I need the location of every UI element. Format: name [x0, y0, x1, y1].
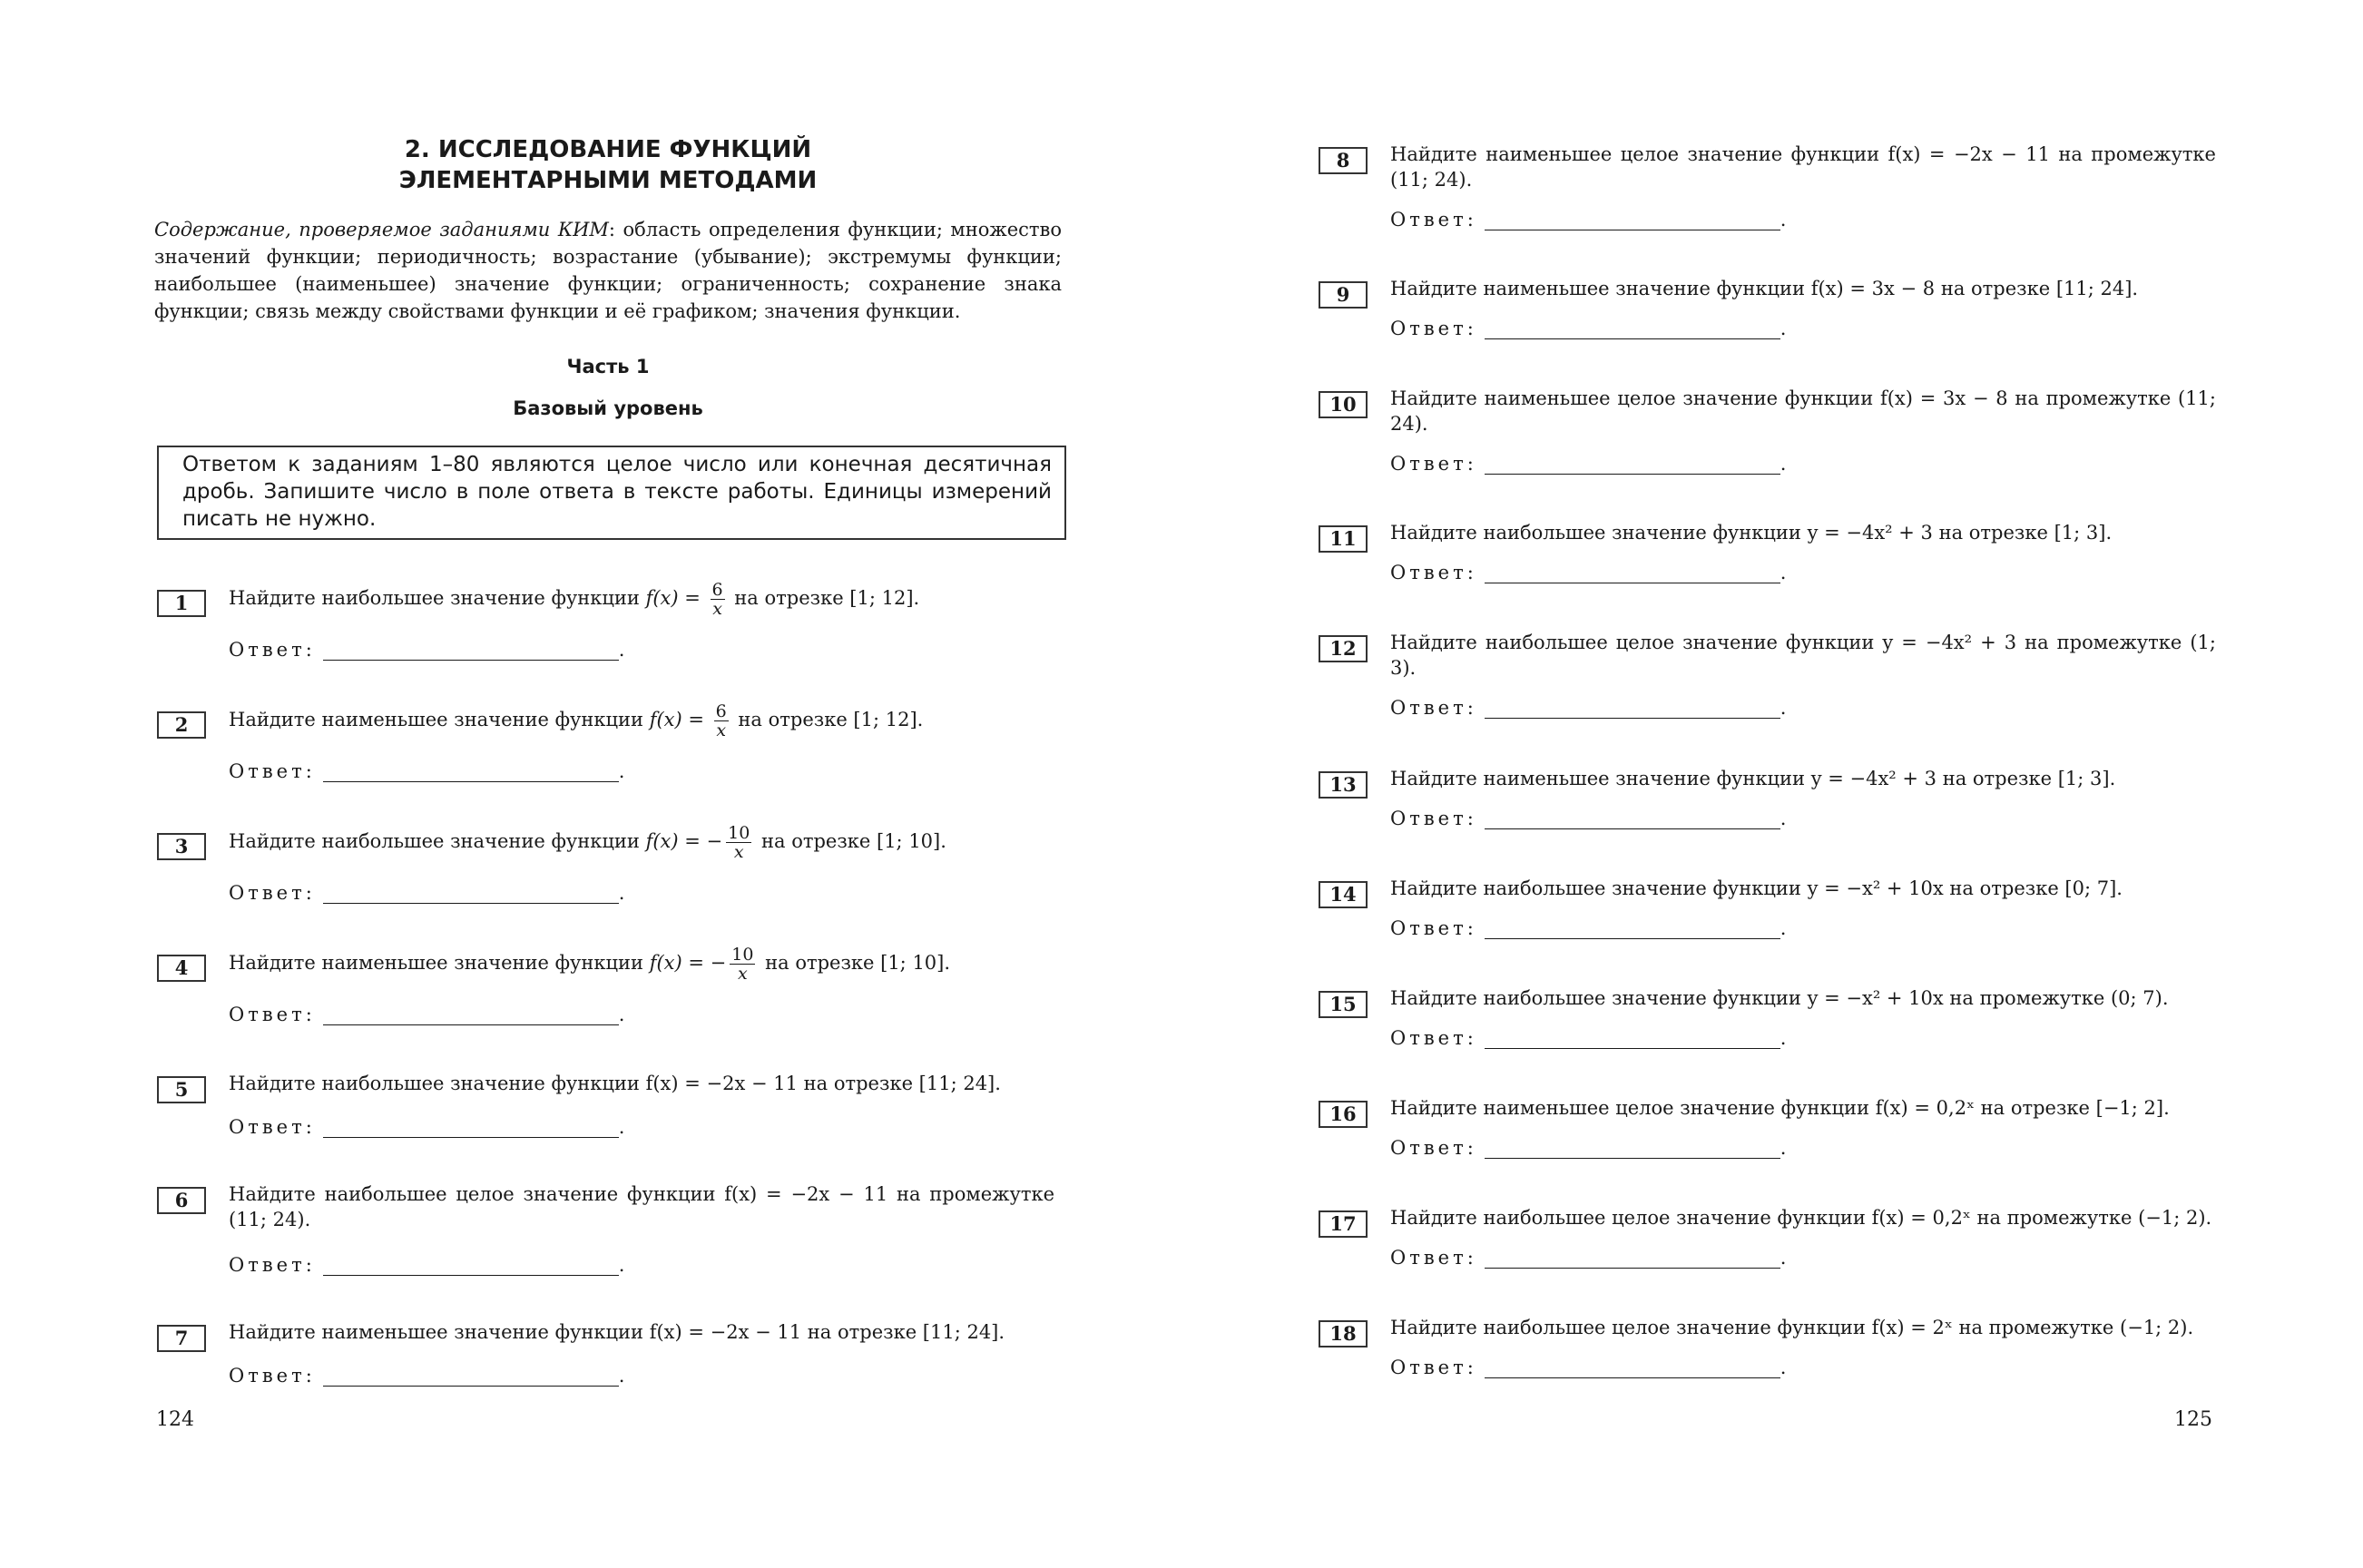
intro-paragraph	[154, 216, 1062, 325]
answer-row	[1390, 1247, 1935, 1269]
answer-dot: .	[618, 1116, 625, 1138]
function-notation: f(x) =	[649, 709, 711, 730]
task-text: Найдите наименьшее целое значение функции f(x) = −2x − 11 на промежутке (11; 24).	[1390, 143, 2216, 191]
answer-row	[229, 639, 773, 661]
answer-label: Ответ:	[1390, 1247, 1477, 1269]
task-text	[229, 946, 1054, 983]
fraction	[730, 946, 755, 983]
answer-label: Ответ:	[1390, 209, 1477, 230]
answer-label: Ответ:	[229, 1116, 316, 1138]
part-title: Часть 1	[566, 356, 650, 377]
answer-dot: .	[1780, 697, 1787, 719]
task-text	[229, 702, 1054, 740]
task-number: 7	[157, 1325, 206, 1352]
answer-label: Ответ:	[229, 1254, 316, 1276]
task-text-before: Найдите наибольшее значение функции	[229, 587, 646, 609]
fraction	[726, 824, 751, 861]
task-text: Найдите наименьшее значение функции y = −4x² + 3 на отрезке [1; 3].	[1390, 768, 2116, 789]
answer-label: Ответ:	[1390, 917, 1477, 939]
answer-row	[1390, 562, 1935, 583]
answer-row	[1390, 1137, 1935, 1159]
task-number: 8	[1319, 147, 1368, 174]
answer-row	[229, 882, 773, 904]
answer-input-line[interactable]	[323, 1117, 619, 1138]
answer-label: Ответ:	[1390, 453, 1477, 475]
answer-dot: .	[1780, 562, 1787, 583]
task-text: Найдите наибольшее значение функции y = −4x² + 3 на отрезке [1; 3].	[1390, 522, 2113, 544]
answer-input-line[interactable]	[1485, 1028, 1780, 1049]
answer-dot: .	[1780, 808, 1787, 829]
task-text: Найдите наибольшее целое значение функции f(x) = 0,2ˣ на промежутке (−1; 2).	[1390, 1207, 2212, 1229]
answer-label: Ответ:	[1390, 318, 1477, 339]
task-text: Найдите наибольшее значение функции y = −x² + 10x на промежутке (0; 7).	[1390, 987, 2169, 1009]
function-notation: f(x) =	[649, 952, 711, 974]
answer-dot: .	[1780, 917, 1787, 939]
fraction-numerator: 10	[731, 945, 754, 965]
answer-dot: .	[1780, 1247, 1787, 1269]
task-number: 10	[1319, 391, 1368, 418]
answer-input-line[interactable]	[323, 1255, 619, 1276]
task-number: 15	[1319, 991, 1368, 1018]
answer-dot: .	[618, 639, 625, 661]
answer-row	[1390, 697, 1935, 719]
fraction-denominator: x	[716, 720, 727, 740]
page-number: 125	[2174, 1408, 2212, 1431]
fraction-denominator: x	[733, 842, 744, 862]
answer-row	[229, 1116, 773, 1138]
level-title: Базовый уровень	[513, 397, 703, 419]
answer-input-line[interactable]	[323, 1366, 619, 1387]
fraction	[714, 702, 729, 740]
answer-dot: .	[1780, 209, 1787, 230]
answer-row	[1390, 917, 1935, 939]
answer-input-line[interactable]	[1485, 1357, 1780, 1378]
task-text-after: на отрезке [1; 12].	[731, 709, 924, 730]
task-text-before: Найдите наименьшее значение функции	[229, 709, 650, 730]
answer-row	[229, 1254, 773, 1276]
task-number: 13	[1319, 771, 1368, 799]
task-number: 6	[157, 1187, 206, 1214]
answer-input-line[interactable]	[1485, 318, 1780, 339]
intro-lead: Содержание, проверяемое заданиями КИМ	[154, 219, 609, 240]
answer-label: Ответ:	[1390, 562, 1477, 583]
task-text: Найдите наибольшее целое значение функции f(x) = −2x − 11 на промежутке (11; 24).	[229, 1183, 1054, 1230]
left-page	[154, 0, 1062, 1568]
answer-dot: .	[1780, 1137, 1787, 1159]
page-number: 124	[156, 1408, 194, 1431]
answer-row	[1390, 808, 1935, 829]
answer-dot: .	[618, 760, 625, 782]
answer-label: Ответ:	[229, 882, 316, 904]
task-number: 4	[157, 955, 206, 982]
chapter-title-line2: ЭЛЕМЕНТАРНЫМИ МЕТОДАМИ	[398, 167, 818, 194]
task-text: Найдите наибольшее целое значение функции y = −4x² + 3 на промежутке (1; 3).	[1390, 632, 2216, 679]
task-text: Найдите наибольшее значение функции f(x) = −2x − 11 на отрезке [11; 24].	[229, 1073, 1001, 1094]
task-number: 18	[1319, 1320, 1368, 1348]
fraction-denominator: x	[738, 964, 748, 984]
fraction-sign: −	[706, 830, 723, 852]
answer-dot: .	[618, 1365, 625, 1387]
fraction-numerator: 6	[715, 701, 727, 721]
task-number: 1	[157, 590, 206, 617]
answer-label: Ответ:	[1390, 808, 1477, 829]
answer-dot: .	[618, 1254, 625, 1276]
answer-label: Ответ:	[229, 1365, 316, 1387]
answer-input-line[interactable]	[1485, 698, 1780, 719]
fraction-sign: −	[710, 952, 727, 974]
task-text	[229, 824, 1054, 861]
intro-body: : область определения функции; множество значений функции; периодичность; возрастание (убывание); экстремумы функции; наибольшее (наименьшее) значение функции; ограниченность; сохранение знака функции; связь между свойствами функции и её графиком; значения функции.	[154, 219, 1062, 322]
answer-row	[229, 1365, 773, 1387]
answer-label: Ответ:	[1390, 1137, 1477, 1159]
answer-dot: .	[1780, 453, 1787, 475]
answer-row	[1390, 209, 1935, 230]
task-text: Найдите наименьшее значение функции f(x) = −2x − 11 на отрезке [11; 24].	[229, 1321, 1005, 1343]
answer-input-line[interactable]	[1485, 918, 1780, 939]
answer-input-line[interactable]	[1485, 454, 1780, 475]
answer-label: Ответ:	[229, 1004, 316, 1025]
fraction-numerator: 10	[728, 823, 750, 843]
task-number: 3	[157, 833, 206, 860]
fraction-numerator: 6	[711, 580, 723, 600]
task-text-before: Найдите наибольшее значение функции	[229, 830, 646, 852]
task-number: 11	[1319, 525, 1368, 553]
answer-dot: .	[1780, 318, 1787, 339]
right-page	[1316, 0, 2223, 1568]
answer-input-line[interactable]	[323, 1004, 619, 1025]
task-number: 16	[1319, 1101, 1368, 1128]
answer-input-line[interactable]	[1485, 1248, 1780, 1269]
function-notation: f(x) =	[645, 587, 707, 609]
answer-label: Ответ:	[1390, 1357, 1477, 1378]
fraction-denominator: x	[712, 599, 722, 619]
answer-input-line[interactable]	[1485, 808, 1780, 829]
answer-label: Ответ:	[229, 639, 316, 661]
function-notation: f(x) =	[645, 830, 707, 852]
answer-input-line[interactable]	[1485, 210, 1780, 230]
chapter-title	[154, 134, 1062, 196]
task-text-after: на отрезке [1; 10].	[755, 830, 946, 852]
answer-dot: .	[1780, 1357, 1787, 1378]
task-number: 5	[157, 1076, 206, 1103]
answer-row	[1390, 1027, 1935, 1049]
chapter-title-line1: 2. ИССЛЕДОВАНИЕ ФУНКЦИЙ	[404, 136, 812, 163]
task-number: 12	[1319, 635, 1368, 662]
task-text: Найдите наибольшее целое значение функции f(x) = 2ˣ на промежутке (−1; 2).	[1390, 1317, 2194, 1338]
task-text-after: на отрезке [1; 10].	[759, 952, 951, 974]
answer-row	[229, 1004, 773, 1025]
answer-label: Ответ:	[229, 760, 316, 782]
task-text: Найдите наибольшее значение функции y = −x² + 10x на отрезке [0; 7].	[1390, 877, 2123, 899]
answer-row	[1390, 1357, 1935, 1378]
answer-row	[1390, 318, 1935, 339]
task-text-after: на отрезке [1; 12].	[728, 587, 920, 609]
answer-label: Ответ:	[1390, 697, 1477, 719]
task-number: 17	[1319, 1210, 1368, 1238]
answer-dot: .	[1780, 1027, 1787, 1049]
answer-label: Ответ:	[1390, 1027, 1477, 1049]
task-text: Найдите наименьшее значение функции f(x) = 3x − 8 на отрезке [11; 24].	[1390, 278, 2139, 299]
instructions-box: Ответом к заданиям 1–80 являются целое число или конечная десятичная дробь. Запишите число в поле ответа в тексте работы. Единицы измерений писать не нужно.	[157, 446, 1066, 540]
answer-input-line[interactable]	[323, 883, 619, 904]
answer-input-line[interactable]	[323, 761, 619, 782]
answer-input-line[interactable]	[1485, 563, 1780, 583]
task-text	[229, 581, 1054, 618]
answer-dot: .	[618, 1004, 625, 1025]
task-number: 9	[1319, 281, 1368, 309]
task-text-before: Найдите наименьшее значение функции	[229, 952, 650, 974]
task-number: 2	[157, 711, 206, 739]
answer-input-line[interactable]	[1485, 1138, 1780, 1159]
task-number: 14	[1319, 881, 1368, 908]
answer-dot: .	[618, 882, 625, 904]
answer-input-line[interactable]	[323, 640, 619, 661]
task-text: Найдите наименьшее целое значение функции f(x) = 3x − 8 на промежутке (11; 24).	[1390, 387, 2216, 435]
answer-row	[229, 760, 773, 782]
answer-row	[1390, 453, 1935, 475]
fraction	[711, 581, 725, 618]
task-text: Найдите наименьшее целое значение функции f(x) = 0,2ˣ на отрезке [−1; 2].	[1390, 1097, 2170, 1119]
